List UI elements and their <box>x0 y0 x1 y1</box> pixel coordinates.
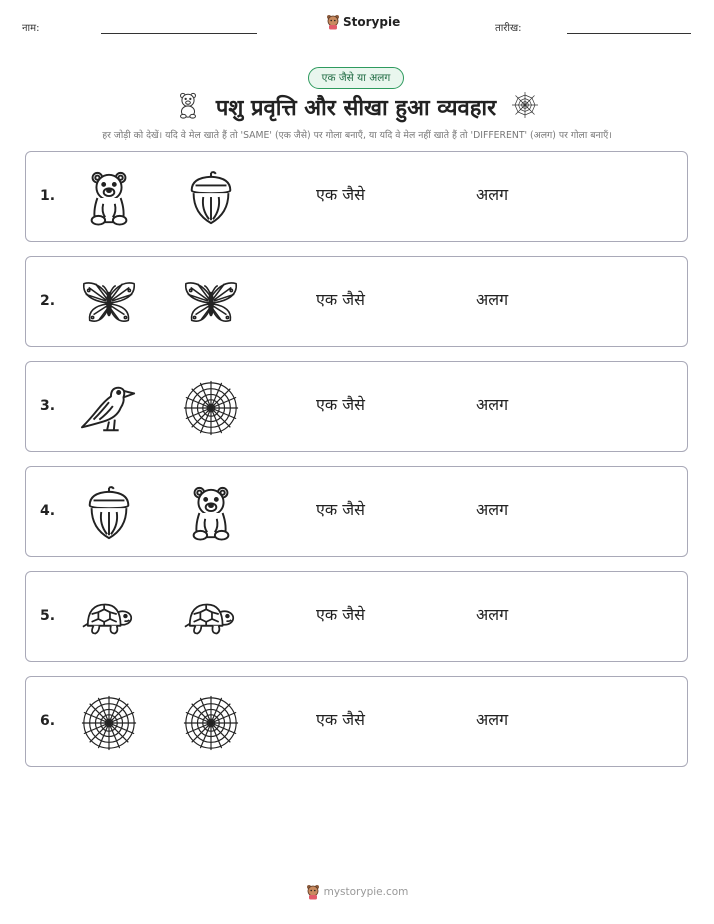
brand-name: Storypie <box>343 15 401 29</box>
category-badge: एक जैसे या अलग <box>308 67 404 89</box>
option-same[interactable]: एक जैसे <box>316 710 365 729</box>
question-row-1 <box>25 151 688 242</box>
butterfly-icon <box>182 274 240 332</box>
question-row-2 <box>25 256 688 347</box>
storypie-mascot-icon <box>306 884 320 900</box>
question-row-4 <box>25 466 688 557</box>
option-different[interactable]: अलग <box>476 710 509 729</box>
turtle-icon <box>182 589 240 647</box>
option-different[interactable]: अलग <box>476 185 509 204</box>
acorn-icon <box>182 169 240 227</box>
bird-icon <box>80 379 138 437</box>
instructions: हर जोड़ी को देखें। यदि वे मेल खाते हैं तो 'SAME' (एक जैसे) पर गोला बनाएँ, या यदि वे मेल नहीं खाते हैं तो 'DIFFERENT' (अलग) पर गोला बनाएँ। <box>102 130 612 141</box>
question-row-6 <box>25 676 688 767</box>
question-number: 5. <box>40 608 56 624</box>
title-row <box>0 90 714 124</box>
option-same[interactable]: एक जैसे <box>316 605 365 624</box>
spider-web-icon <box>182 379 240 437</box>
storypie-mascot-icon <box>326 14 340 30</box>
name-label: नाम: <box>22 23 40 34</box>
date-label: तारीख: <box>495 23 522 34</box>
spider-web-icon <box>80 694 138 752</box>
spider-web-icon <box>182 694 240 752</box>
question-number: 3. <box>40 398 56 414</box>
acorn-icon <box>80 484 138 542</box>
brand-logo <box>326 14 400 30</box>
bear-icon <box>80 169 138 227</box>
butterfly-icon <box>80 274 138 332</box>
question-number: 6. <box>40 713 56 729</box>
option-different[interactable]: अलग <box>476 500 509 519</box>
question-row-5 <box>25 571 688 662</box>
option-different[interactable]: अलग <box>476 605 509 624</box>
question-number: 1. <box>40 188 56 204</box>
question-number: 2. <box>40 293 56 309</box>
question-number: 4. <box>40 503 56 519</box>
question-row-3 <box>25 361 688 452</box>
option-same[interactable]: एक जैसे <box>316 185 365 204</box>
bear-icon <box>182 484 240 542</box>
worksheet-title: पशु प्रवृत्ति और सीखा हुआ व्यवहार <box>215 96 497 121</box>
option-same[interactable]: एक जैसे <box>316 500 365 519</box>
option-different[interactable]: अलग <box>476 395 509 414</box>
option-different[interactable]: अलग <box>476 290 509 309</box>
option-same[interactable]: एक जैसे <box>316 395 365 414</box>
bear-icon <box>174 90 202 124</box>
footer-site: mystorypie.com <box>323 886 409 898</box>
turtle-icon <box>80 589 138 647</box>
name-line[interactable] <box>101 33 257 34</box>
spider-web-icon <box>510 90 540 124</box>
date-line[interactable] <box>567 33 691 34</box>
option-same[interactable]: एक जैसे <box>316 290 365 309</box>
footer <box>0 884 714 900</box>
